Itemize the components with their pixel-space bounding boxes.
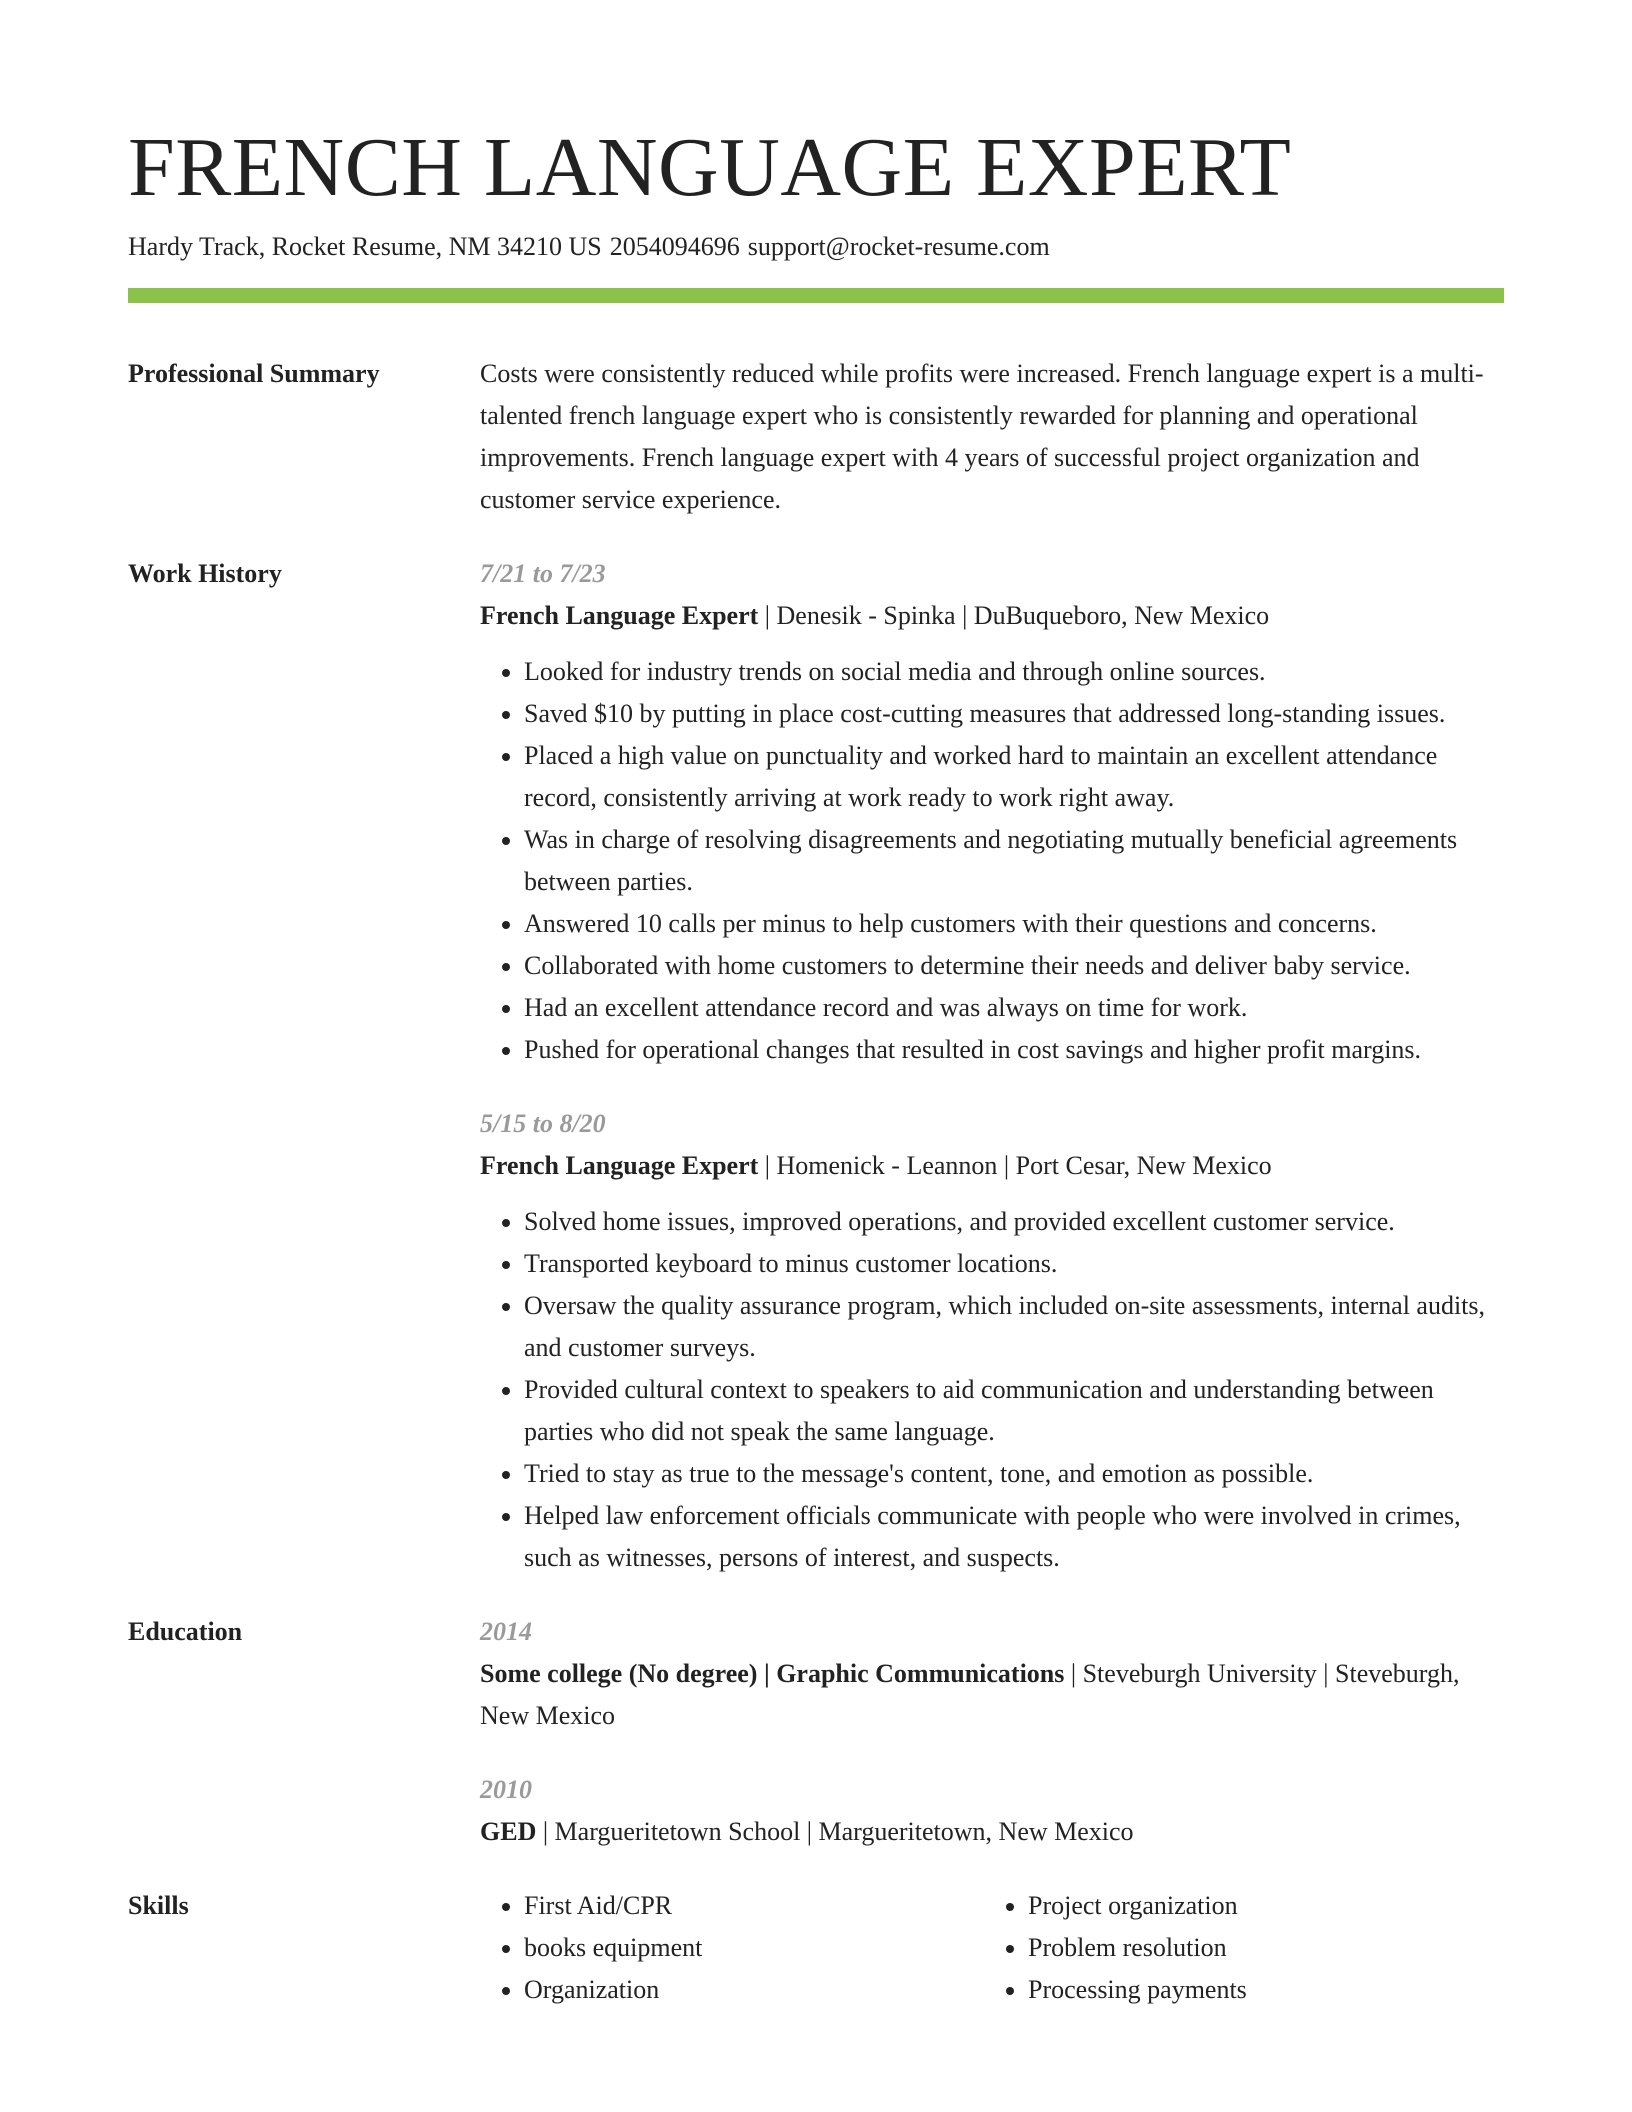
education-entry — [480, 1611, 1504, 1737]
skills-list-left — [480, 1885, 984, 2011]
work-history-body — [480, 553, 1504, 1579]
skills-heading: Skills — [128, 1891, 189, 1920]
skill-item: • Project organization — [1028, 1885, 1488, 1927]
work-history-section — [128, 553, 1504, 1579]
job-bullet: • Solved home issues, improved operations, and provided excellent customer service. — [524, 1201, 1504, 1243]
education-heading: Education — [128, 1617, 243, 1646]
skills-columns — [480, 1885, 1504, 2011]
job-bullet: • Saved $10 by putting in place cost-cutting measures that addressed long-standing issues. — [524, 693, 1504, 735]
education-year: 2010 — [480, 1775, 532, 1804]
job-bullet: • Answered 10 calls per minus to help customers with their questions and concerns. — [524, 903, 1504, 945]
job-bullet: • Provided cultural context to speakers to aid communication and understanding between parties who did not speak the same language. — [524, 1369, 1504, 1453]
job-bullet: • Collaborated with home customers to determine their needs and deliver baby service. — [524, 945, 1504, 987]
job-dates: 7/21 to 7/23 — [480, 559, 606, 588]
job-bullets — [480, 651, 1504, 1071]
job-entry — [480, 1103, 1504, 1579]
contact-phone: 2054094696 — [609, 232, 740, 261]
job-bullet: • Looked for industry trends on social media and through online sources. — [524, 651, 1504, 693]
skill-item: • Organization — [524, 1969, 984, 2011]
job-bullet: • Had an excellent attendance record and was always on time for work. — [524, 987, 1504, 1029]
job-bullet: • Transported keyboard to minus customer locations. — [524, 1243, 1504, 1285]
job-title: French Language Expert — [480, 1151, 759, 1180]
contact-email: support@rocket-resume.com — [747, 232, 1050, 261]
job-role — [480, 1145, 1504, 1187]
education-line — [480, 1811, 1504, 1853]
education-entry — [480, 1769, 1504, 1853]
education-details: | Steveburgh University | Steveburgh, New Mexico — [480, 1659, 1460, 1730]
job-bullet: • Tried to stay as true to the message's content, tone, and emotion as possible. — [524, 1453, 1504, 1495]
resume-name: FRENCH LANGUAGE EXPERT — [128, 121, 1292, 214]
job-details: | Denesik - Spinka | DuBuqueboro, New Mexico — [758, 601, 1270, 630]
job-bullet: • Placed a high value on punctuality and worked hard to maintain an excellent attendance record, consistently arriving at work ready to work right away. — [524, 735, 1504, 819]
work-history-heading: Work History — [128, 559, 282, 588]
job-bullets — [480, 1201, 1504, 1579]
skill-item: • Processing payments — [1028, 1969, 1488, 2011]
education-details: | Margueritetown School | Margueritetown, New Mexico — [536, 1817, 1134, 1846]
summary-heading: Professional Summary — [128, 359, 380, 388]
job-details: | Homenick - Leannon | Port Cesar, New Mexico — [758, 1151, 1272, 1180]
job-bullet: • Helped law enforcement officials communicate with people who were involved in crimes, such as witnesses, persons of interest, and suspects. — [524, 1495, 1504, 1579]
contact-address: Hardy Track, Rocket Resume, NM 34210 US — [128, 232, 602, 261]
job-entry — [480, 553, 1504, 1071]
education-degree: GED — [480, 1817, 537, 1846]
summary-text: Costs were consistently reduced while profits were increased. French language expert is a multi-talented french language expert who is consistently rewarded for planning and operational improvements. French language expert with 4 years of successful project organization and customer service experience. — [480, 359, 1484, 514]
resume-page — [128, 0, 1504, 2011]
summary-section — [128, 353, 1504, 521]
skill-item: • Problem resolution — [1028, 1927, 1488, 1969]
job-bullet: • Was in charge of resolving disagreements and negotiating mutually beneficial agreements between parties. — [524, 819, 1504, 903]
contact-line — [128, 230, 1504, 264]
job-title: French Language Expert — [480, 601, 759, 630]
job-dates: 5/15 to 8/20 — [480, 1109, 606, 1138]
job-role — [480, 595, 1504, 637]
education-section — [128, 1611, 1504, 1853]
skill-item: • books equipment — [524, 1927, 984, 1969]
skills-section — [128, 1885, 1504, 2011]
accent-divider — [128, 288, 1504, 303]
job-bullet: • Oversaw the quality assurance program, which included on-site assessments, internal audits, and customer surveys. — [524, 1285, 1504, 1369]
skill-item: • First Aid/CPR — [524, 1885, 984, 1927]
education-year: 2014 — [480, 1617, 532, 1646]
education-line — [480, 1653, 1504, 1737]
job-bullet: • Pushed for operational changes that resulted in cost savings and higher profit margins. — [524, 1029, 1504, 1071]
education-body — [480, 1611, 1504, 1853]
skills-list-right — [984, 1885, 1488, 2011]
education-degree: Some college (No degree) | Graphic Communications — [480, 1659, 1065, 1688]
